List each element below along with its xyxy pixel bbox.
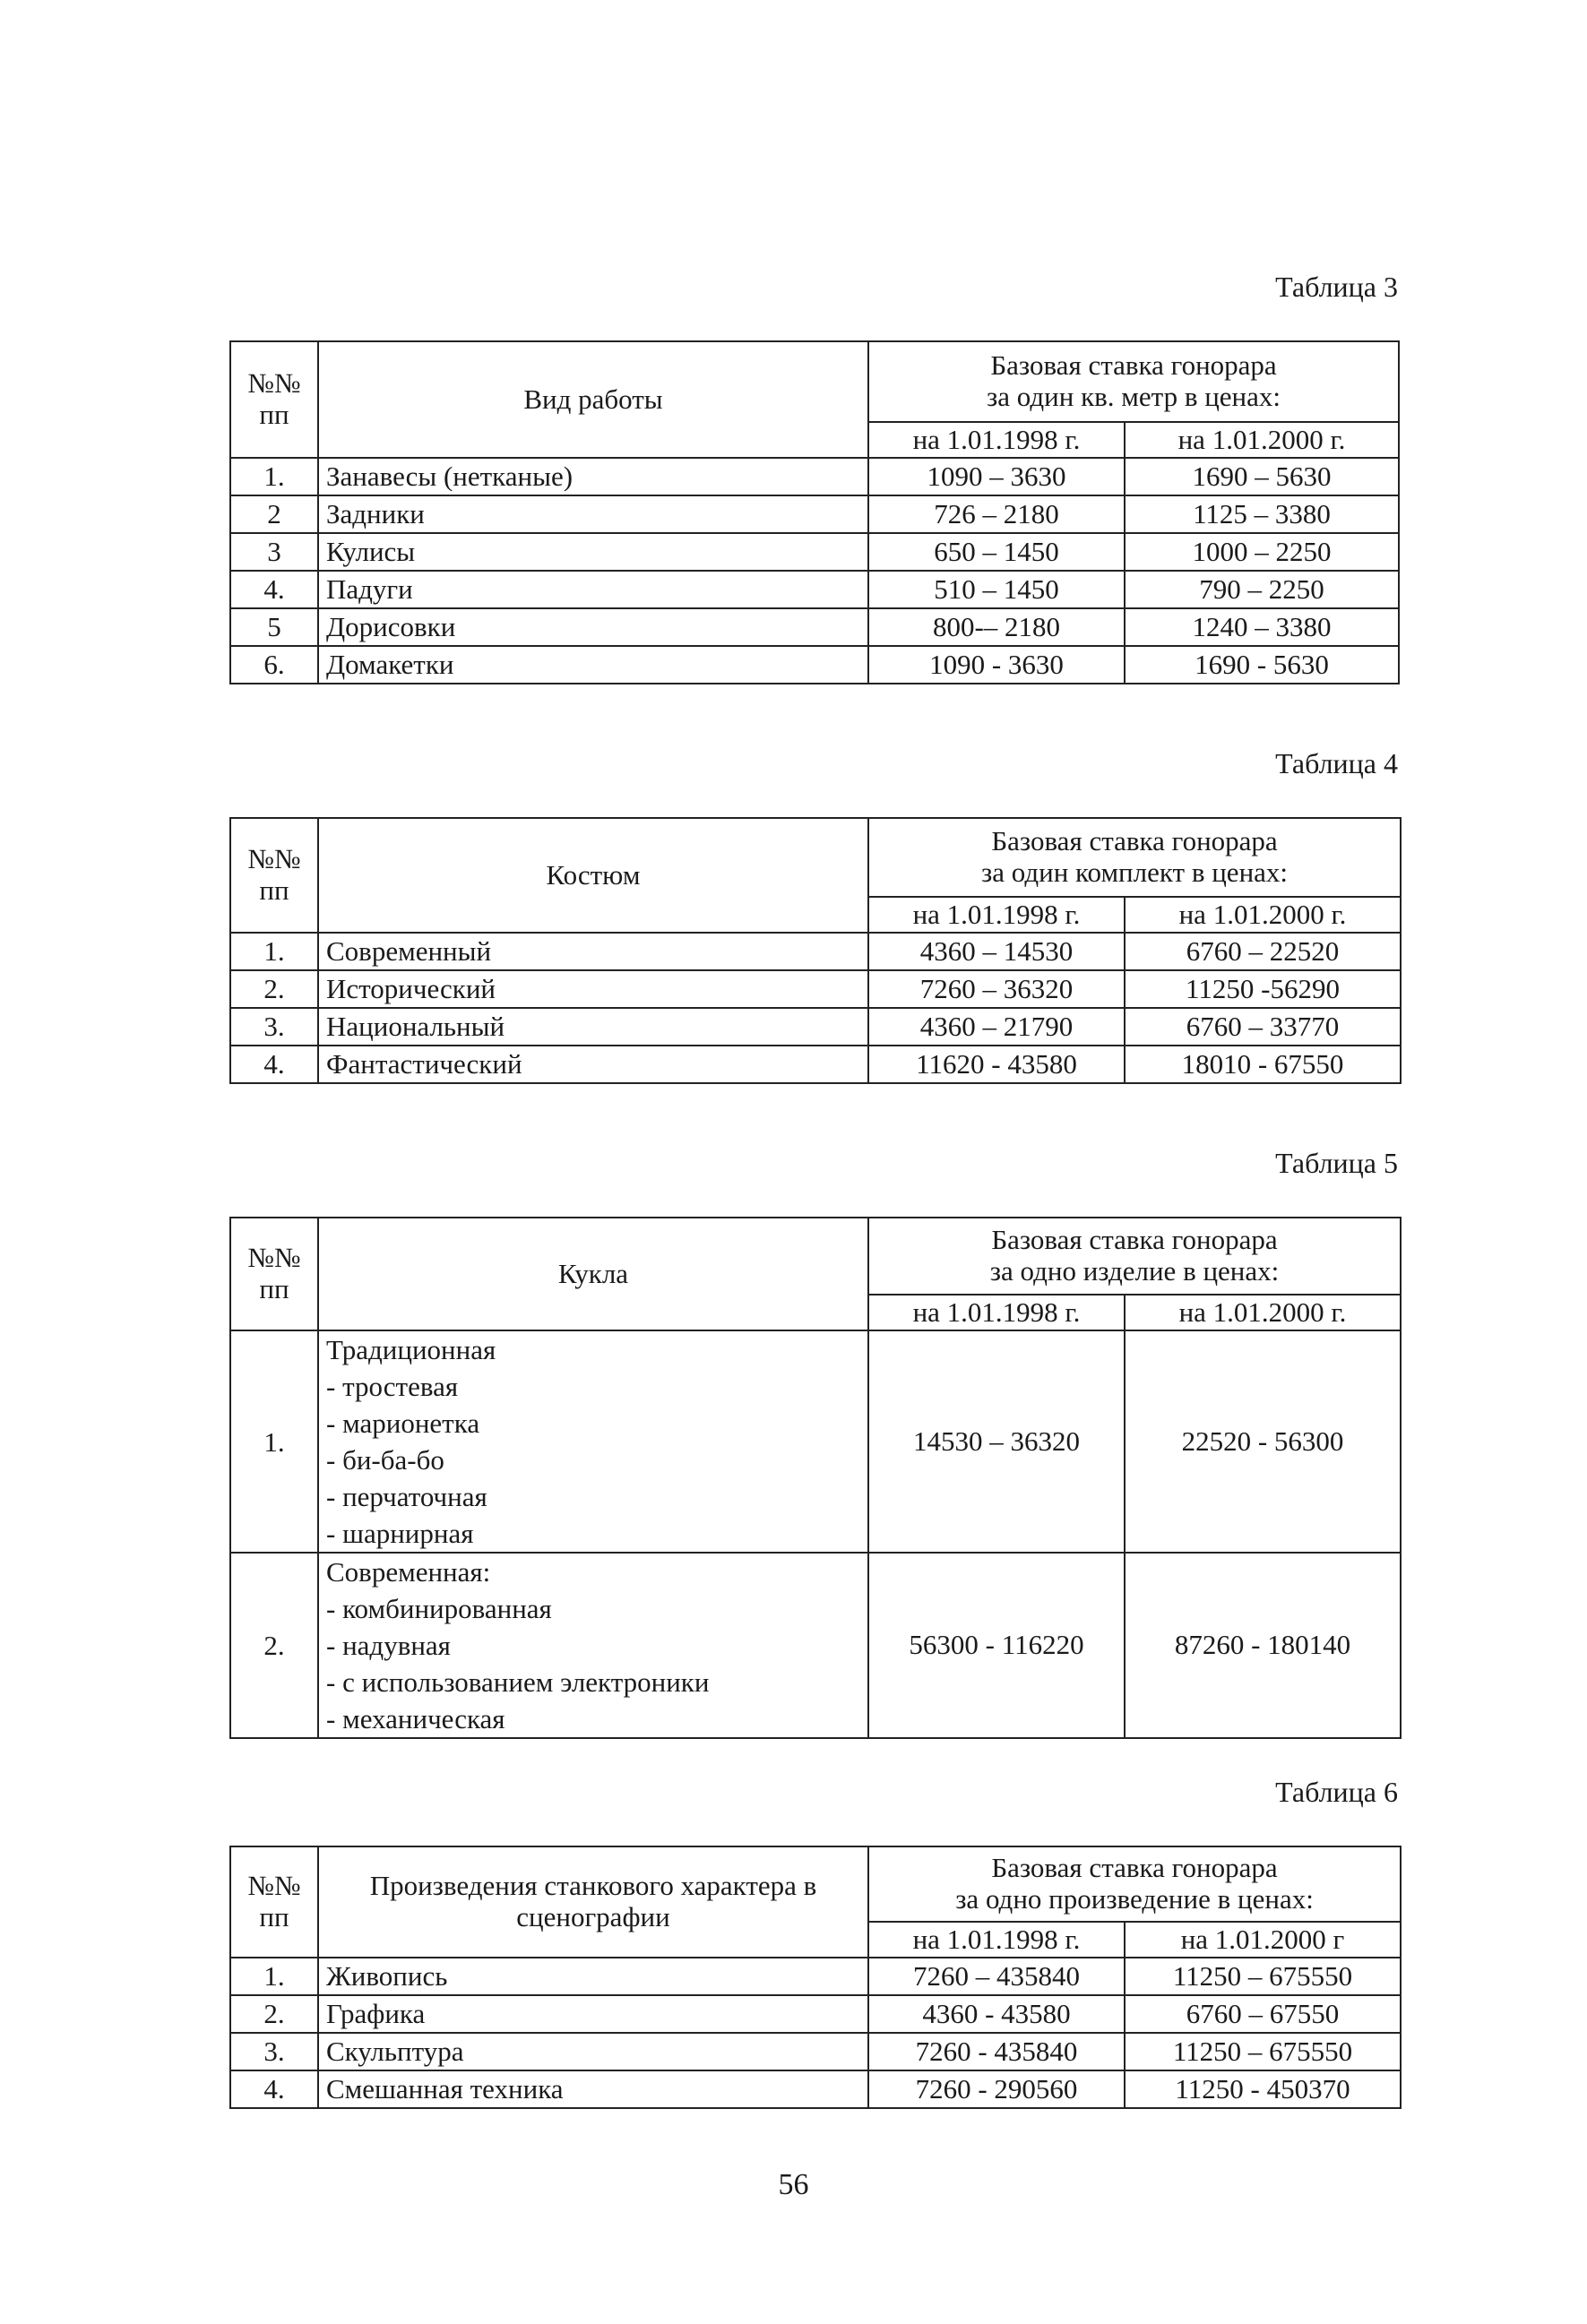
date-1998-header: на 1.01.1998 г.	[868, 1295, 1125, 1330]
date-2000-header: на 1.01.2000 г.	[1125, 422, 1399, 458]
table-6-caption: Таблица 6	[1275, 1776, 1398, 1808]
table-row: 1. Живопись 7260 – 435840 11250 – 675550	[230, 1958, 1401, 1995]
table-row: 6. Домакетки 1090 - 3630 1690 - 5630	[230, 646, 1399, 684]
col-works-header: Произведения станкового характера в сценографии	[318, 1846, 868, 1958]
table-row: 2 Задники 726 – 2180 1125 – 3380	[230, 495, 1399, 533]
col-number-header: №№ пп	[230, 1846, 318, 1958]
date-2000-header: на 1.01.2000 г.	[1125, 897, 1401, 933]
table-row: 5 Дорисовки 800-– 2180 1240 – 3380	[230, 608, 1399, 646]
rate-header: Базовая ставка гонорара за одно произведение в ценах:	[868, 1846, 1401, 1922]
table-3	[229, 340, 1400, 684]
table-row: 2. Исторический 7260 – 36320 11250 -56290	[230, 970, 1401, 1008]
table-row: 1. Занавесы (нетканые) 1090 – 3630 1690 – 5630	[230, 458, 1399, 495]
table-row: 4. Фантастический 11620 - 43580 18010 - 67550	[230, 1046, 1401, 1083]
table-row: 4. Смешанная техника 7260 - 290560 11250 - 450370	[230, 2070, 1401, 2108]
col-puppet-header: Кукла	[318, 1218, 868, 1330]
table-3-caption: Таблица 3	[1275, 271, 1398, 303]
puppet-modern-list: Современная: - комбинированная - надувная - с использованием электроники - механическая	[318, 1553, 868, 1738]
date-2000-header: на 1.01.2000 г	[1125, 1922, 1401, 1958]
col-costume-header: Костюм	[318, 818, 868, 933]
table-row: 4. Падуги 510 – 1450 790 – 2250	[230, 571, 1399, 608]
col-work-header: Вид работы	[318, 341, 868, 458]
table-5	[229, 1217, 1402, 1739]
table-row: 2. Графика 4360 - 43580 6760 – 67550	[230, 1995, 1401, 2033]
rate-header: Базовая ставка гонорара за один кв. метр в ценах:	[868, 341, 1399, 422]
col-number-header: №№ пп	[230, 1218, 318, 1330]
puppet-traditional-list: Традиционная - тростевая - марионетка - би-ба-бо - перчаточная - шарнирная	[318, 1330, 868, 1553]
col-number-header: №№ пп	[230, 818, 318, 933]
col-number-header: №№ пп	[230, 341, 318, 458]
table-row: 2. Современная: - комбинированная - надувная - с использованием электроники - механическая 56300 - 116220 87260 - 180140	[230, 1553, 1401, 1738]
table-row: 1. Традиционная - тростевая - марионетка - би-ба-бо - перчаточная - шарнирная 14530 – 36320 22520 - 56300	[230, 1330, 1401, 1553]
table-row: 1. Современный 4360 – 14530 6760 – 22520	[230, 933, 1401, 970]
date-1998-header: на 1.01.1998 г.	[868, 897, 1125, 933]
table-row: 3. Скульптура 7260 - 435840 11250 – 675550	[230, 2033, 1401, 2070]
table-4	[229, 817, 1402, 1084]
table-6	[229, 1846, 1402, 2109]
table-row: 3 Кулисы 650 – 1450 1000 – 2250	[230, 533, 1399, 571]
date-2000-header: на 1.01.2000 г.	[1125, 1295, 1401, 1330]
rate-header: Базовая ставка гонорара за один комплект в ценах:	[868, 818, 1401, 897]
rate-header: Базовая ставка гонорара за одно изделие в ценах:	[868, 1218, 1401, 1295]
table-5-caption: Таблица 5	[1275, 1147, 1398, 1179]
table-row: 3. Национальный 4360 – 21790 6760 – 33770	[230, 1008, 1401, 1046]
date-1998-header: на 1.01.1998 г.	[868, 1922, 1125, 1958]
date-1998-header: на 1.01.1998 г.	[868, 422, 1125, 458]
table-4-caption: Таблица 4	[1275, 747, 1398, 779]
page-number: 56	[778, 2168, 809, 2201]
